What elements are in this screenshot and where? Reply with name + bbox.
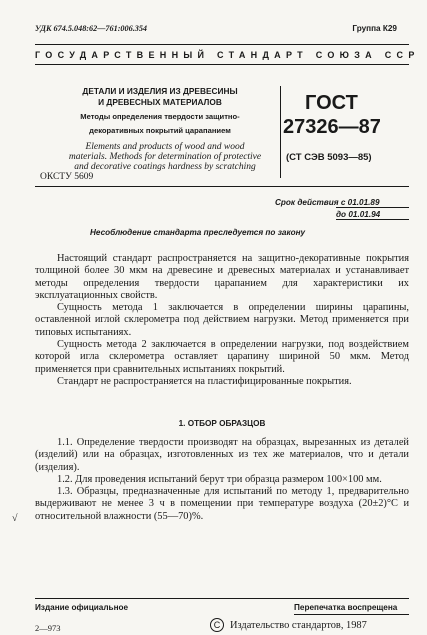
- section1-text: [35, 437, 409, 523]
- gost-label: ГОСТ: [305, 92, 358, 114]
- udk-code: УДК 674.5.048:62—761:006.354: [35, 24, 148, 33]
- divider-under-title: [35, 186, 409, 187]
- state-standard-heading: ГОСУДАРСТВЕННЫЙ СТАНДАРТ СОЮЗА ССР: [35, 50, 420, 60]
- st-sev-reference: (СТ СЭВ 5093—85): [286, 152, 372, 163]
- noncompliance-notice: Несоблюдение стандарта преследуется по закону: [90, 228, 306, 237]
- footer-right-underline: [294, 614, 409, 615]
- intro-paragraph: Стандарт не распространяется на пластифицированные покрытия.: [57, 375, 352, 387]
- validity-underline-1: [336, 207, 409, 208]
- reprint-prohibited: Перепечатка воспрещена: [294, 603, 398, 612]
- english-title-line2: materials. Methods for determination of protective: [68, 152, 262, 162]
- title-vertical-divider: [280, 86, 281, 178]
- publisher-text: Издательство стандартов, 1987: [230, 620, 367, 631]
- gost-number: 27326—87: [283, 116, 381, 138]
- intro-paragraph: Сущность метода 1 заключается в определении ширины царапины, оставленной иглой склерометра под действием нагрузки. Метод применяется при типовых испытаниях.: [35, 302, 409, 338]
- section1-paragraph: 1.2. Для проведения испытаний берут три образца размером 100×100 мм.: [57, 473, 382, 485]
- okstu-code: ОКСТУ 5609: [40, 172, 94, 182]
- english-title-line1: Elements and products of wood and wood: [85, 142, 245, 152]
- section-heading: 1. ОТБОР ОБРАЗЦОВ: [178, 419, 266, 428]
- english-title: [55, 142, 275, 172]
- title-sub-line2: декоративных покрытий царапанием: [89, 126, 231, 135]
- publisher-line: [210, 618, 367, 632]
- title-block: [45, 86, 275, 136]
- print-code-text: 2—973: [35, 623, 61, 633]
- margin-mark: √: [12, 513, 18, 524]
- english-title-line3: and decorative coatings hardness by scratching: [74, 162, 256, 172]
- copyright-icon: С: [210, 618, 224, 632]
- section1-paragraph: 1.3. Образцы, предназначенные для испытаний по методу 1, предварительно выдерживают не менее 3 ч в помещении при температуре воздуха (20±2)°С и относительной влажности (55—70)%.: [35, 486, 409, 522]
- validity-from: Срок действия с 01.01.89: [275, 198, 380, 207]
- title-main-line2: И ДРЕВЕСНЫХ МАТЕРИАЛОВ: [98, 97, 222, 107]
- title-sub-line1: Методы определения твердости защитно-: [80, 112, 240, 121]
- title-main-line1: ДЕТАЛИ И ИЗДЕЛИЯ ИЗ ДРЕВЕСИНЫ: [82, 86, 238, 96]
- divider-top: [35, 44, 409, 45]
- divider-under-heading: [35, 64, 409, 65]
- section1-paragraph: 1.1. Определение твердости производят на образцах, вырезанных из деталей (изделий) или на образцах, изготовленных из тех же материалов, что и детали (изделия).: [35, 437, 409, 473]
- group-code: Группа К29: [352, 24, 397, 33]
- validity-underline-2: [336, 219, 409, 220]
- intro-text: [35, 253, 409, 388]
- divider-footer: [35, 598, 409, 599]
- validity-to: до 01.01.94: [336, 210, 381, 219]
- intro-paragraph: Настоящий стандарт распространяется на защитно-декоративные покрытия толщиной более 30 мкм на древесине и древесных материалах и устанавливает методы определения твердости царапанием для характеристики их эксплуатационных свойств.: [35, 253, 409, 301]
- official-edition: Издание официальное: [35, 603, 129, 612]
- intro-paragraph: Сущность метода 2 заключается в определении нагрузки, под воздействием которой игла склерометра оставляет царапину шириной 50 мкм. Метод применяется при сравнительных испытаниях покрытий.: [35, 339, 409, 375]
